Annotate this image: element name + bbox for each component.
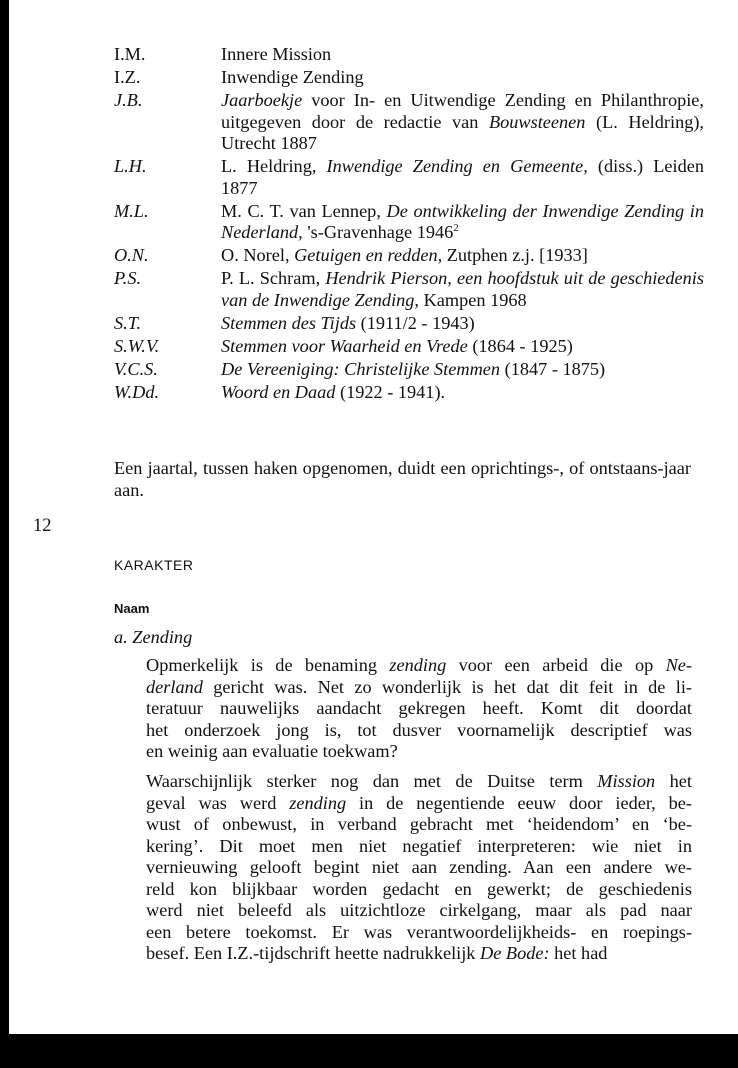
scan-border-left [0,0,9,1068]
text-run: Jaarboekje [221,90,303,110]
text-run: het onderzoek jong is, tot dusver voornamelijk descriptief was [146,719,692,740]
text-run: vernieuwing gelooft begint niet aan zending. Aan een andere we- [146,857,692,877]
text-line [146,814,692,836]
text-run: L. Heldring, [221,156,327,176]
text-run: zending [389,655,447,675]
text-line [146,857,692,879]
body-paragraph-1 [146,655,692,763]
abbreviation-key: I.M. [114,44,146,64]
text-line [146,943,692,965]
text-run: Inwendige Zending [221,67,364,87]
abbreviation-key: W.Dd. [114,381,160,402]
abbreviation-row [114,245,704,267]
abbreviation-row [114,359,704,381]
abbreviation-row [114,67,704,89]
text-run: O. Norel, [221,245,295,265]
abbreviation-row [114,201,704,244]
text-run: werd niet beleefd als uitzichtloze cirkelgang, maar als pad naar [146,900,692,920]
text-run: (1911/2 - 1943) [356,312,475,333]
text-run: M. C. T. van Lennep, [221,200,387,221]
text-line [146,720,692,742]
text-run: geval was werd [146,792,290,813]
abbreviation-key: L.H. [114,156,147,176]
abbreviation-key: S.T. [114,312,142,333]
text-line [146,922,692,944]
text-run: (diss.) Leiden 1877 [221,156,704,198]
abbreviation-row [114,313,704,335]
section-heading: KARAKTER [114,557,194,573]
text-run: Stemmen voor Waarheid en Vrede [221,335,468,356]
abbreviation-value [221,201,704,244]
abbreviation-key: V.C.S. [114,358,158,379]
text-line [146,655,692,677]
abbreviation-row [114,336,704,358]
subheading: Naam [114,601,150,616]
text-run: Stemmen des Tijds [221,312,357,333]
text-run: Waarschijnlijk sterker nog dan met de Duitse term [146,771,598,791]
abbreviation-value [221,156,704,199]
abbreviation-list [114,44,704,405]
text-run: wust of onbewust, in verband gebracht met ‘heidendom’ en ‘be- [146,814,692,834]
text-run: (1847 - 1875) [500,358,606,379]
page-number: 12 [33,516,52,536]
text-run: kering’. Dit moet men niet negatief interpreteren: wie niet in [146,835,692,856]
text-run: Bouwsteenen [488,111,586,132]
note-paragraph: Een jaartal, tussen haken opgenomen, duidt een oprichtings-, of ontstaans-jaar aan. [114,458,691,500]
text-line [146,879,692,901]
text-line [146,793,692,815]
abbreviation-value [221,268,704,311]
text-run: 2 [453,221,459,234]
abbreviation-value [221,336,704,358]
abbreviation-row [114,382,704,404]
abbreviation-row [114,156,704,199]
abbreviation-value [221,67,704,89]
scan-border-bottom [0,1034,738,1068]
text-run: (1864 - 1925) [467,335,573,356]
text-run: De Bode: [480,943,550,963]
abbreviation-row [114,90,704,155]
subsection-heading: a. Zending [114,627,193,647]
abbreviation-row [114,44,704,66]
text-line [146,741,692,763]
text-run: Getuigen en redden, [294,245,443,265]
abbreviation-value [221,359,704,381]
text-run: teratuur nauwelijks aandacht gekregen heeft. Komt dit doordat [146,698,692,718]
abbreviation-value [221,313,704,335]
text-run: Zutphen z.j. [1933] [442,245,588,265]
text-run: besef. Een I.Z.-tijdschrift heette nadrukkelijk [146,943,481,963]
text-line [146,900,692,922]
abbreviation-value [221,90,704,155]
text-line [146,677,692,699]
text-line [146,836,692,858]
text-run: derland [146,676,203,697]
text-run: P. L. Schram, [221,268,326,288]
text-run: voor een arbeid die op [446,655,666,675]
text-line [146,771,692,793]
text-run: De ontwikkeling der Inwendige Zending in Nederland, [221,200,704,242]
text-run: Kampen 1968 [419,289,527,310]
text-run: Hendrik Pierson, een hoofdstuk uit de geschiedenis van de Inwendige Zending, [221,268,705,310]
text-line [146,698,692,720]
text-run: en weinig aan evaluatie toekwam? [146,741,398,761]
text-run: zending [289,792,347,813]
abbreviation-key: J.B. [114,90,143,110]
text-run: gericht was. Net zo wonderlijk is het dat dit feit in de li- [202,676,692,697]
abbreviation-key: M.L. [114,200,149,221]
text-run: een betere toekomst. Er was verantwoordelijkheids- en roepings- [146,921,692,942]
text-run: (1922 - 1941). [335,381,446,402]
text-run: Mission [597,771,656,791]
abbreviation-key: O.N. [114,245,149,265]
text-run: 's-Gravenhage 1946 [302,222,454,242]
text-run: in de negentiende eeuw door ieder, be- [346,792,692,813]
abbreviation-value [221,245,704,267]
text-run: reld kon blijkbaar worden gedacht en gewerkt; de geschiedenis [146,878,692,899]
text-run: Opmerkelijk is de benaming [146,655,390,675]
abbreviation-key: P.S. [114,268,142,288]
text-run: Woord en Daad [221,381,336,402]
text-run: Ne- [665,655,693,675]
text-run: Innere Mission [221,44,332,64]
abbreviation-key: I.Z. [114,67,141,87]
text-run: het had [549,943,608,963]
text-run: De Vereeniging: Christelijke Stemmen [221,358,501,379]
text-run: het [655,771,692,791]
abbreviation-row [114,268,704,311]
abbreviation-key: S.W.V. [114,335,160,356]
body-paragraph-2 [146,771,692,965]
text-run: voor In- en Uitwendige Zending en Philanthropie, uitgegeven door de redactie van [221,90,704,132]
text-run: Inwendige Zending en Gemeente, [326,156,588,176]
text-run: (L. Heldring), Utrecht 1887 [221,111,705,153]
abbreviation-value [221,382,704,404]
abbreviation-value [221,44,704,66]
